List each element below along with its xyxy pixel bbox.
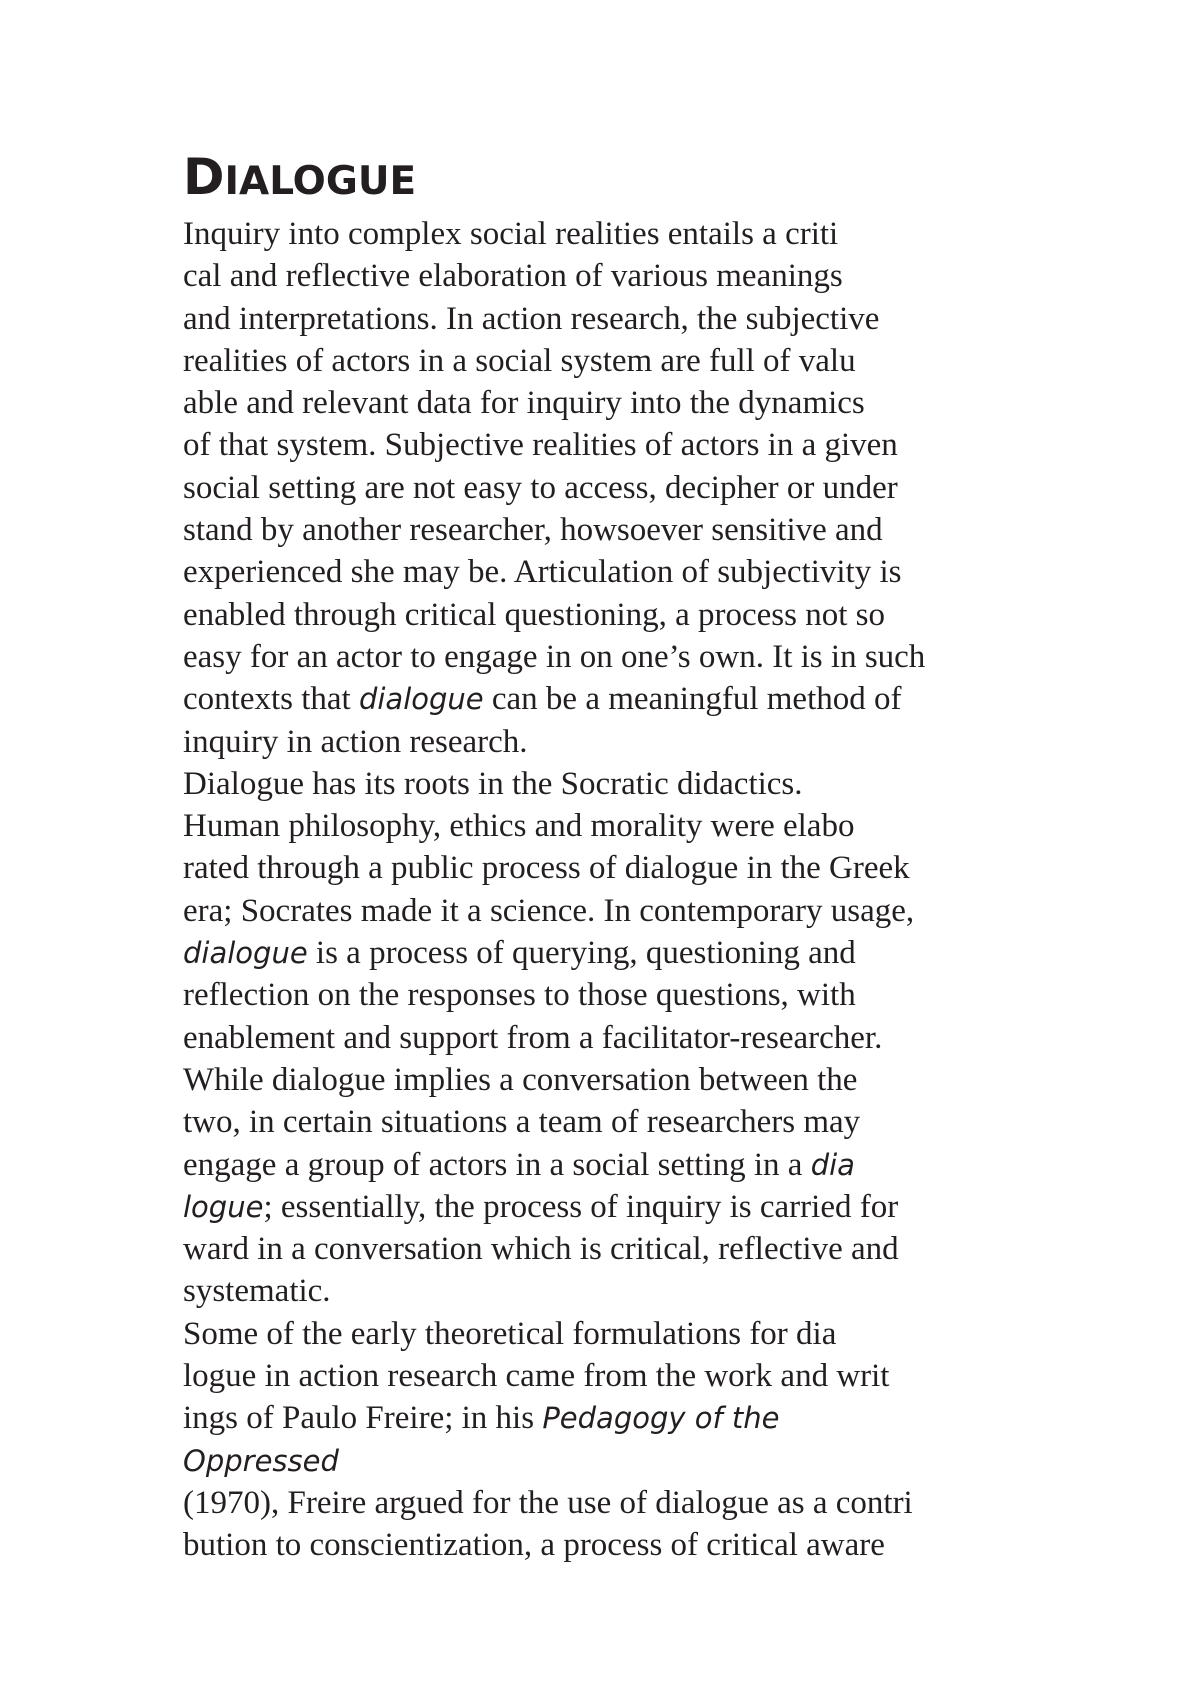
text-segment: experienced she may be. Articulation of subjectivity is xyxy=(183,554,902,591)
text-segment: bution to conscientization, a process of critical aware xyxy=(183,1527,885,1564)
text-line xyxy=(183,424,1043,466)
text-line xyxy=(183,1355,1043,1397)
text-line xyxy=(183,636,1043,678)
text-segment: (1970), Freire argued for the use of dialogue as a contri xyxy=(183,1484,913,1521)
italic-term: dialogue xyxy=(358,682,484,717)
text-segment: ings of Paulo Freire; in his xyxy=(183,1400,543,1437)
text-line xyxy=(183,1270,1043,1312)
section-heading xyxy=(183,148,417,206)
text-segment: engage a group of actors in a social setting in a xyxy=(183,1146,811,1183)
text-line xyxy=(183,847,1043,889)
text-segment: contexts that xyxy=(183,681,359,718)
text-segment: two, in certain situations a team of researchers may xyxy=(183,1104,861,1141)
text-line xyxy=(183,805,1043,847)
text-segment: logue in action research came from the work and writ xyxy=(183,1358,890,1395)
text-line xyxy=(183,1186,1043,1228)
text-segment: Some of the early theoretical formulations for dia xyxy=(183,1315,837,1352)
text-segment: is a process of querying, questioning and xyxy=(307,935,856,972)
text-segment: easy for an actor to engage in on one’s own. It is in such xyxy=(183,638,926,675)
italic-term: Oppressed xyxy=(183,1443,339,1478)
text-segment: cal and reflective elaboration of various meanings xyxy=(183,258,843,295)
heading-rest: IALOGUE xyxy=(224,159,417,204)
text-segment: ward in a conversation which is critical, reflective and xyxy=(183,1231,899,1268)
text-segment: systematic. xyxy=(183,1273,331,1310)
text-segment: social setting are not easy to access, decipher or under xyxy=(183,469,898,506)
text-line xyxy=(183,721,1043,763)
text-segment: enabled through critical questioning, a process not so xyxy=(183,596,885,633)
italic-term: dia xyxy=(810,1147,855,1182)
text-line xyxy=(183,255,1043,297)
text-segment: era; Socrates made it a science. In contemporary usage, xyxy=(183,892,915,929)
text-segment: enablement and support from a facilitator-researcher. xyxy=(183,1019,883,1056)
text-segment: and interpretations. In action research, the subjective xyxy=(183,300,880,337)
text-line xyxy=(183,467,1043,509)
text-line xyxy=(183,509,1043,551)
text-line xyxy=(183,1482,1043,1524)
text-line xyxy=(183,382,1043,424)
text-segment: rated through a public process of dialogue in the Greek xyxy=(183,850,910,887)
text-segment: of that system. Subjective realities of actors in a given xyxy=(183,427,898,464)
text-line xyxy=(183,1017,1043,1059)
text-line xyxy=(183,213,1043,255)
text-line xyxy=(183,1440,1043,1482)
text-line xyxy=(183,678,1043,720)
text-line xyxy=(183,1524,1043,1566)
text-line xyxy=(183,551,1043,593)
text-line xyxy=(183,1059,1043,1101)
text-segment: inquiry in action research. xyxy=(183,723,528,760)
italic-term: dialogue xyxy=(183,936,308,971)
text-line xyxy=(183,1144,1043,1186)
text-segment: Dialogue has its roots in the Socratic didactics. xyxy=(183,765,803,802)
text-line xyxy=(183,594,1043,636)
text-line xyxy=(183,298,1043,340)
text-line xyxy=(183,763,1043,805)
text-line xyxy=(183,1228,1043,1270)
body-text xyxy=(183,213,1043,1567)
text-line xyxy=(183,340,1043,382)
text-line xyxy=(183,974,1043,1016)
text-segment: Human philosophy, ethics and morality were elabo xyxy=(183,808,855,845)
text-line xyxy=(183,1313,1043,1355)
text-segment: ; essentially, the process of inquiry is carried for xyxy=(263,1188,899,1225)
text-line xyxy=(183,1101,1043,1143)
text-segment: reflection on the responses to those questions, with xyxy=(183,977,856,1014)
text-line xyxy=(183,932,1043,974)
heading-initial: D xyxy=(183,148,225,206)
text-segment: Inquiry into complex social realities entails a criti xyxy=(183,216,839,252)
text-segment: can be a meaningful method of xyxy=(483,681,902,718)
italic-term: logue xyxy=(183,1189,264,1224)
text-segment: realities of actors in a social system are full of valu xyxy=(183,342,856,379)
text-segment: While dialogue implies a conversation between the xyxy=(183,1061,858,1098)
text-segment: able and relevant data for inquiry into the dynamics xyxy=(183,385,865,422)
text-line xyxy=(183,1397,1043,1439)
text-segment: stand by another researcher, howsoever sensitive and xyxy=(183,512,883,549)
text-line xyxy=(183,890,1043,932)
italic-term: Pedagogy of the xyxy=(542,1401,780,1436)
